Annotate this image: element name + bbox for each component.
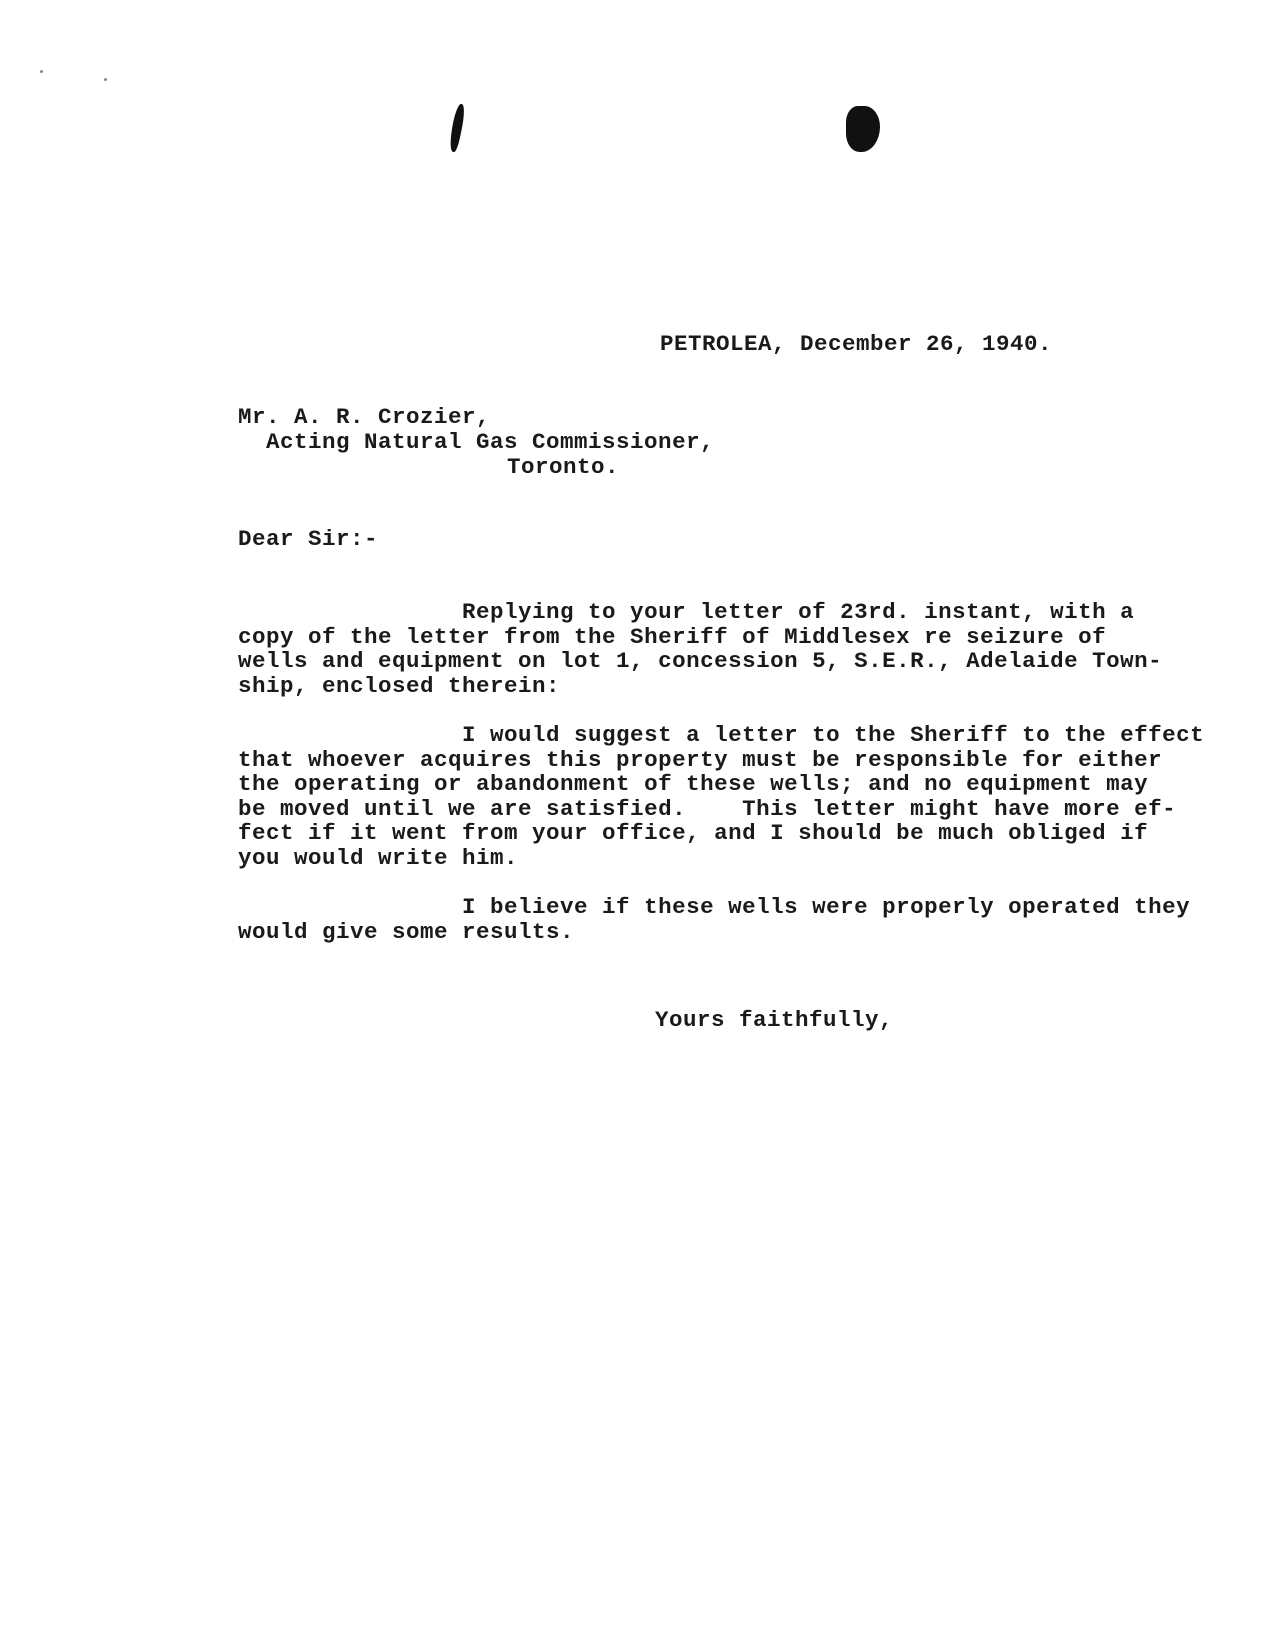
body-paragraph-3: I believe if these wells were properly operated they would give some results.: [238, 894, 1191, 945]
body-paragraph-2: I would suggest a letter to the Sheriff to the effect that whoever acquires this property must be responsible for either the operating or abandonment of these wells; and no equipment may be moved until we are satisfied. This letter might have more ef- fect if it went from your office, and I should be much obliged if you would write him.: [238, 722, 1205, 871]
scan-speck: [104, 78, 107, 81]
binder-punch-mark-left: [447, 104, 467, 152]
recipient-city: Toronto.: [507, 454, 620, 480]
salutation: Dear Sir:-: [238, 526, 379, 552]
dateline: PETROLEA, December 26, 1940.: [660, 331, 1053, 357]
scan-speck: [40, 70, 43, 73]
recipient-title: Acting Natural Gas Commissioner,: [266, 429, 715, 455]
binder-punch-mark-right: [846, 106, 880, 152]
body-paragraph-1: Replying to your letter of 23rd. instant, with a copy of the letter from the Sheriff of Middlesex re seizure of wells and equipment on lot 1, concession 5, S.E.R., Adelaide Town- ship, enclosed therein:: [238, 599, 1163, 699]
closing: Yours faithfully,: [655, 1007, 894, 1033]
recipient-name: Mr. A. R. Crozier,: [238, 404, 491, 430]
